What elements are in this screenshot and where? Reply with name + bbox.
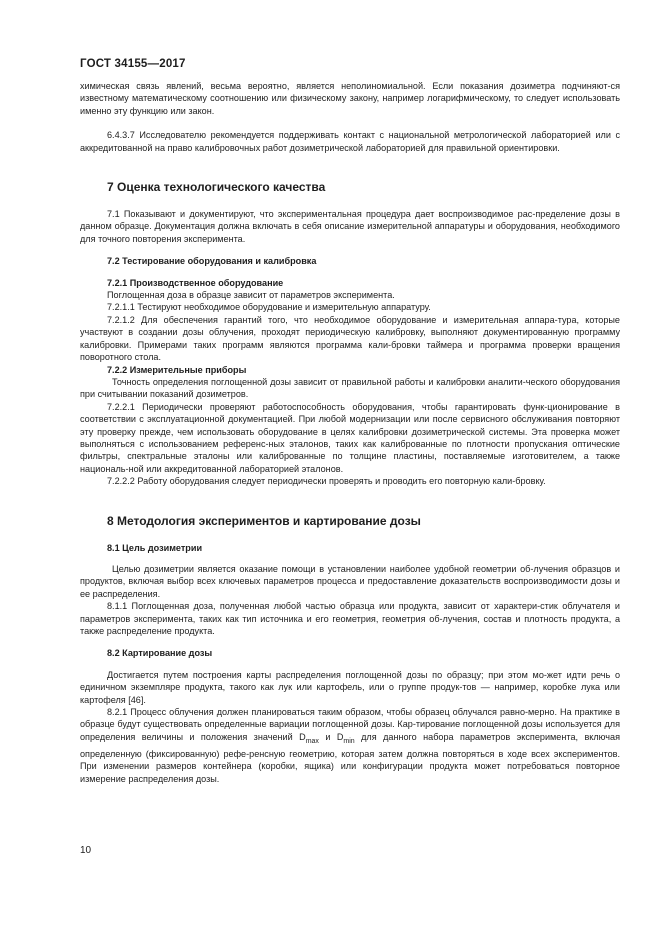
subsection-7-2-2-heading: 7.2.2 Измерительные приборы [107, 364, 247, 375]
paragraph-7-2-2-1: 7.2.2.1 Периодически проверяют работоспособность оборудования, чтобы гарантировать функ-ционирование в соответствии с эксплуатационной документацией. При любой модернизации или после сервисного обслуживания повторяют эту проверку прежде, чем использовать оборудование в целях калибровки дозиметрической системы. Эта проверка может выполняться с использованием референс-ных эталонов, таких как калиброванные по плотности пропускания оптические фильтры, спектральные эталоны или калиброванные по толщине пластины, поставляемые изготовителем, а также националь-ной или аккредитованной лабораторией эталонов. [80, 401, 620, 474]
section-7-heading: 7 Оценка технологического качества [107, 180, 326, 195]
paragraph-7-2-1-2: 7.2.1.2 Для обеспечения гарантий того, что необходимое оборудование и измерительная аппара-тура, которые участвуют в создании дозы облучения, проходят периодическую калибровку, выполняют документированную программу калибровки. Примерами таких программ являются программа кали-бровки таймера и программа проверки вращения поворотного стола. [80, 314, 620, 363]
subscript-min: min [343, 737, 355, 745]
subsection-8-2-heading: 8.2 Картирование дозы [107, 648, 213, 659]
paragraph-8-2-1-text-c: для данного набора параметров эксперимента, включая определенную (фиксированную) рефе-ренсную геометрию, которая затем должна повторяться в ходе всех экспериментов. При изменении размеров контейнера (коробки, ящика) или конфигурации продукта может потребоваться повторное измерение распределения дозы. [80, 731, 621, 784]
paragraph-6-4-3-7: 6.4.3.7 Исследователю рекомендуется поддерживать контакт с национальной метрологической лабораторией или с аккредитованной на право калибровочных работ дозиметрической лабораторией для правильной ориентировки. [80, 130, 620, 153]
document-header: ГОСТ 34155—2017 [80, 58, 186, 70]
subsection-7-2-heading: 7.2 Тестирование оборудования и калибровка [107, 256, 317, 267]
subsection-8-1-heading: 8.1 Цель дозиметрии [107, 542, 203, 553]
document-body [80, 80, 620, 785]
paragraph-7-1: 7.1 Показывают и документируют, что экспериментальная процедура дает воспроизводимое рас-пределение дозы в данном образце. Документация должна включать в себя описание измерительной аппаратуры и оборудования, необходимого для точного повторения эксперимента. [80, 209, 620, 244]
subscript-max: max [305, 737, 319, 745]
paragraph-8-2: Достигается путем построения карты распределения поглощенной дозы по образцу; при этом мо-жет идти речь о единичном экземпляре продукта, такого как лук или картофель, или о группе продук-тов — например, коробке лука или картофеля [46]. [80, 669, 620, 705]
paragraph-8-2-1-text-b: и D [318, 731, 344, 742]
page-number: 10 [80, 845, 92, 856]
paragraph-7-2-1-1: 7.2.1.1 Тестируют необходимое оборудование и измерительную аппаратуру. [107, 302, 431, 313]
paragraph-7-2-2: Точность определения поглощенной дозы зависит от правильной работы и калибровки аналити-ческого оборудования при считывании показаний дозиметров. [80, 376, 620, 400]
paragraph-8-2-1 [80, 706, 620, 785]
paragraph-7-2-1: Поглощенная доза в образце зависит от параметров эксперимента. [107, 290, 395, 301]
paragraph-7-2-2-2: 7.2.2.2 Работу оборудования следует периодически проверять и проводить его повторную кали-бровку. [107, 476, 546, 487]
paragraph-8-1-1: 8.1.1 Поглощенная доза, полученная любой частью образца или продукта, зависит от характери-стик облучателя и параметров эксперимента, таких как тип источника и его геометрия, геометрия об-лучения, состав и плотность продукта, а также распределение продукта. [80, 601, 620, 636]
intro-paragraph: химическая связь явлений, весьма вероятно, является неполиномиальной. Если показания дозиметра подчиняют-ся известному математическому соотношению или физическому закону, например логарифмическому, то следует использовать именно эту функцию или закон. [80, 81, 620, 116]
subsection-7-2-1-heading: 7.2.1 Производственное оборудование [107, 277, 284, 288]
section-8-heading: 8 Методология экспериментов и картирование дозы [107, 513, 421, 528]
paragraph-8-2-1-text-a: 8.2.1 Процесс облучения должен планироваться таким образом, чтобы образец облучался равно-мерно. На практике в образце будут существовать определенные вариации поглощенной дозы. Кар-тирование поглощенной дозы используется для определения величины и положения значений D [80, 707, 620, 742]
paragraph-8-1: Целью дозиметрии является оказание помощи в установлении наиболее удобной геометрии об-лучения образцов и продуктов, включая выбор всех ключевых параметров процесса и предоставление доказательств воспроизводимости дозы и ее распределения. [80, 563, 620, 599]
